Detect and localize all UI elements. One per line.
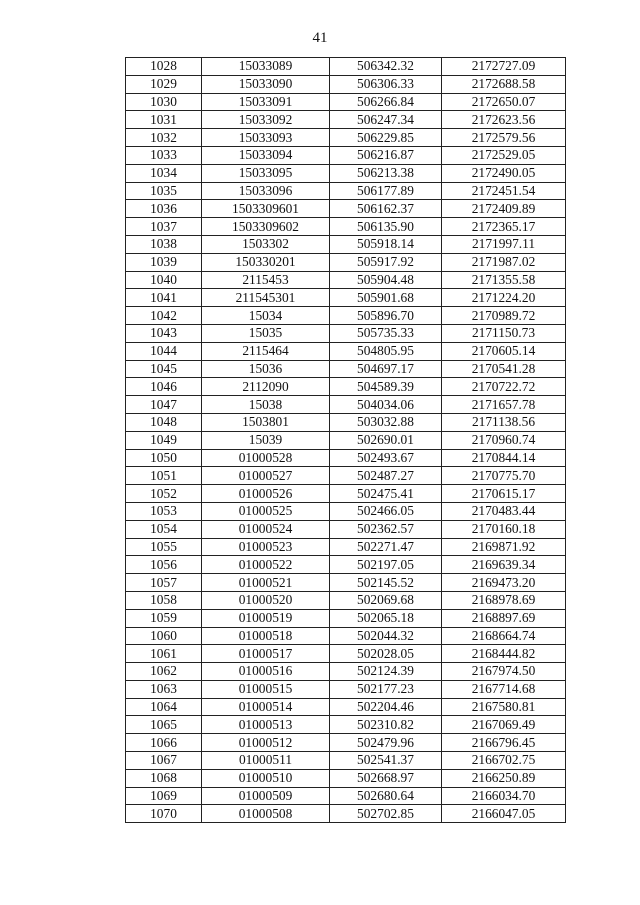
- x-coordinate-cell: 505918.14: [330, 235, 442, 253]
- coordinates-table: [125, 57, 566, 823]
- row-index-cell: 1036: [126, 200, 202, 218]
- x-coordinate-cell: 506247.34: [330, 111, 442, 129]
- table-row: [126, 698, 566, 716]
- y-coordinate-cell: 2167714.68: [442, 680, 566, 698]
- row-index-cell: 1039: [126, 253, 202, 271]
- table-row: [126, 485, 566, 503]
- row-index-cell: 1054: [126, 520, 202, 538]
- point-id-cell: 15033091: [202, 93, 330, 111]
- point-id-cell: 01000527: [202, 467, 330, 485]
- row-index-cell: 1050: [126, 449, 202, 467]
- row-index-cell: 1063: [126, 680, 202, 698]
- row-index-cell: 1046: [126, 378, 202, 396]
- row-index-cell: 1040: [126, 271, 202, 289]
- y-coordinate-cell: 2168444.82: [442, 645, 566, 663]
- point-id-cell: 01000524: [202, 520, 330, 538]
- table-row: [126, 413, 566, 431]
- table-row: [126, 556, 566, 574]
- y-coordinate-cell: 2166796.45: [442, 734, 566, 752]
- point-id-cell: 01000509: [202, 787, 330, 805]
- x-coordinate-cell: 506135.90: [330, 218, 442, 236]
- row-index-cell: 1058: [126, 591, 202, 609]
- y-coordinate-cell: 2171355.58: [442, 271, 566, 289]
- x-coordinate-cell: 505917.92: [330, 253, 442, 271]
- row-index-cell: 1059: [126, 609, 202, 627]
- y-coordinate-cell: 2169871.92: [442, 538, 566, 556]
- table-row: [126, 307, 566, 325]
- point-id-cell: 01000516: [202, 663, 330, 681]
- x-coordinate-cell: 502271.47: [330, 538, 442, 556]
- table-row: [126, 129, 566, 147]
- table-row: [126, 520, 566, 538]
- x-coordinate-cell: 502145.52: [330, 574, 442, 592]
- y-coordinate-cell: 2170775.70: [442, 467, 566, 485]
- y-coordinate-cell: 2172529.05: [442, 146, 566, 164]
- row-index-cell: 1031: [126, 111, 202, 129]
- point-id-cell: 01000523: [202, 538, 330, 556]
- x-coordinate-cell: 502069.68: [330, 591, 442, 609]
- y-coordinate-cell: 2171150.73: [442, 324, 566, 342]
- x-coordinate-cell: 503032.88: [330, 413, 442, 431]
- table-row: [126, 627, 566, 645]
- point-id-cell: 150330201: [202, 253, 330, 271]
- point-id-cell: 15033096: [202, 182, 330, 200]
- y-coordinate-cell: 2170615.17: [442, 485, 566, 503]
- y-coordinate-cell: 2172650.07: [442, 93, 566, 111]
- row-index-cell: 1037: [126, 218, 202, 236]
- point-id-cell: 15035: [202, 324, 330, 342]
- table-row: [126, 752, 566, 770]
- table-row: [126, 58, 566, 76]
- y-coordinate-cell: 2168664.74: [442, 627, 566, 645]
- y-coordinate-cell: 2170605.14: [442, 342, 566, 360]
- y-coordinate-cell: 2172365.17: [442, 218, 566, 236]
- point-id-cell: 01000514: [202, 698, 330, 716]
- table-row: [126, 502, 566, 520]
- x-coordinate-cell: 502541.37: [330, 752, 442, 770]
- row-index-cell: 1066: [126, 734, 202, 752]
- table-row: [126, 360, 566, 378]
- row-index-cell: 1070: [126, 805, 202, 823]
- x-coordinate-cell: 502177.23: [330, 680, 442, 698]
- row-index-cell: 1041: [126, 289, 202, 307]
- point-id-cell: 01000513: [202, 716, 330, 734]
- point-id-cell: 01000517: [202, 645, 330, 663]
- table-row: [126, 200, 566, 218]
- x-coordinate-cell: 506229.85: [330, 129, 442, 147]
- point-id-cell: 211545301: [202, 289, 330, 307]
- table-row: [126, 680, 566, 698]
- y-coordinate-cell: 2172579.56: [442, 129, 566, 147]
- table-row: [126, 235, 566, 253]
- y-coordinate-cell: 2170722.72: [442, 378, 566, 396]
- point-id-cell: 01000519: [202, 609, 330, 627]
- point-id-cell: 15033095: [202, 164, 330, 182]
- x-coordinate-cell: 502065.18: [330, 609, 442, 627]
- y-coordinate-cell: 2167974.50: [442, 663, 566, 681]
- y-coordinate-cell: 2171224.20: [442, 289, 566, 307]
- table-row: [126, 805, 566, 823]
- row-index-cell: 1042: [126, 307, 202, 325]
- row-index-cell: 1044: [126, 342, 202, 360]
- table-row: [126, 716, 566, 734]
- table-row: [126, 538, 566, 556]
- point-id-cell: 1503302: [202, 235, 330, 253]
- y-coordinate-cell: 2167580.81: [442, 698, 566, 716]
- point-id-cell: 2112090: [202, 378, 330, 396]
- x-coordinate-cell: 502702.85: [330, 805, 442, 823]
- point-id-cell: 01000508: [202, 805, 330, 823]
- x-coordinate-cell: 506216.87: [330, 146, 442, 164]
- row-index-cell: 1045: [126, 360, 202, 378]
- point-id-cell: 1503309602: [202, 218, 330, 236]
- table-row: [126, 449, 566, 467]
- point-id-cell: 01000520: [202, 591, 330, 609]
- x-coordinate-cell: 506266.84: [330, 93, 442, 111]
- table-row: [126, 378, 566, 396]
- page-number: 41: [312, 30, 328, 46]
- row-index-cell: 1069: [126, 787, 202, 805]
- table-row: [126, 591, 566, 609]
- x-coordinate-cell: 502479.96: [330, 734, 442, 752]
- table-row: [126, 324, 566, 342]
- y-coordinate-cell: 2170844.14: [442, 449, 566, 467]
- point-id-cell: 15034: [202, 307, 330, 325]
- row-index-cell: 1053: [126, 502, 202, 520]
- table-row: [126, 75, 566, 93]
- table-row: [126, 467, 566, 485]
- point-id-cell: 2115464: [202, 342, 330, 360]
- point-id-cell: 15036: [202, 360, 330, 378]
- row-index-cell: 1038: [126, 235, 202, 253]
- y-coordinate-cell: 2170989.72: [442, 307, 566, 325]
- y-coordinate-cell: 2166047.05: [442, 805, 566, 823]
- x-coordinate-cell: 502028.05: [330, 645, 442, 663]
- y-coordinate-cell: 2166702.75: [442, 752, 566, 770]
- table-row: [126, 734, 566, 752]
- x-coordinate-cell: 505904.48: [330, 271, 442, 289]
- row-index-cell: 1029: [126, 75, 202, 93]
- y-coordinate-cell: 2171987.02: [442, 253, 566, 271]
- y-coordinate-cell: 2172623.56: [442, 111, 566, 129]
- point-id-cell: 15033093: [202, 129, 330, 147]
- x-coordinate-cell: 502124.39: [330, 663, 442, 681]
- row-index-cell: 1028: [126, 58, 202, 76]
- point-id-cell: 01000522: [202, 556, 330, 574]
- table-row: [126, 769, 566, 787]
- row-index-cell: 1047: [126, 396, 202, 414]
- y-coordinate-cell: 2169639.34: [442, 556, 566, 574]
- row-index-cell: 1067: [126, 752, 202, 770]
- table-row: [126, 431, 566, 449]
- row-index-cell: 1030: [126, 93, 202, 111]
- row-index-cell: 1055: [126, 538, 202, 556]
- table-row: [126, 663, 566, 681]
- row-index-cell: 1060: [126, 627, 202, 645]
- table-row: [126, 574, 566, 592]
- point-id-cell: 01000525: [202, 502, 330, 520]
- point-id-cell: 15038: [202, 396, 330, 414]
- row-index-cell: 1056: [126, 556, 202, 574]
- y-coordinate-cell: 2169473.20: [442, 574, 566, 592]
- table-row: [126, 289, 566, 307]
- x-coordinate-cell: 504034.06: [330, 396, 442, 414]
- point-id-cell: 2115453: [202, 271, 330, 289]
- table-row: [126, 164, 566, 182]
- x-coordinate-cell: 502680.64: [330, 787, 442, 805]
- x-coordinate-cell: 506162.37: [330, 200, 442, 218]
- table-row: [126, 146, 566, 164]
- point-id-cell: 01000521: [202, 574, 330, 592]
- table-body: [126, 58, 566, 823]
- table-row: [126, 609, 566, 627]
- row-index-cell: 1064: [126, 698, 202, 716]
- point-id-cell: 01000510: [202, 769, 330, 787]
- x-coordinate-cell: 504805.95: [330, 342, 442, 360]
- x-coordinate-cell: 506342.32: [330, 58, 442, 76]
- y-coordinate-cell: 2170541.28: [442, 360, 566, 378]
- point-id-cell: 01000518: [202, 627, 330, 645]
- row-index-cell: 1048: [126, 413, 202, 431]
- table-row: [126, 218, 566, 236]
- y-coordinate-cell: 2172727.09: [442, 58, 566, 76]
- point-id-cell: 01000515: [202, 680, 330, 698]
- row-index-cell: 1062: [126, 663, 202, 681]
- row-index-cell: 1057: [126, 574, 202, 592]
- point-id-cell: 01000526: [202, 485, 330, 503]
- row-index-cell: 1033: [126, 146, 202, 164]
- point-id-cell: 1503309601: [202, 200, 330, 218]
- x-coordinate-cell: 506177.89: [330, 182, 442, 200]
- y-coordinate-cell: 2170160.18: [442, 520, 566, 538]
- table-row: [126, 342, 566, 360]
- table-row: [126, 396, 566, 414]
- table-row: [126, 253, 566, 271]
- point-id-cell: 01000512: [202, 734, 330, 752]
- table-row: [126, 645, 566, 663]
- table-row: [126, 787, 566, 805]
- y-coordinate-cell: 2172409.89: [442, 200, 566, 218]
- x-coordinate-cell: 505901.68: [330, 289, 442, 307]
- y-coordinate-cell: 2171997.11: [442, 235, 566, 253]
- y-coordinate-cell: 2171138.56: [442, 413, 566, 431]
- x-coordinate-cell: 506306.33: [330, 75, 442, 93]
- row-index-cell: 1052: [126, 485, 202, 503]
- row-index-cell: 1068: [126, 769, 202, 787]
- row-index-cell: 1034: [126, 164, 202, 182]
- x-coordinate-cell: 504589.39: [330, 378, 442, 396]
- point-id-cell: 15033090: [202, 75, 330, 93]
- y-coordinate-cell: 2170960.74: [442, 431, 566, 449]
- x-coordinate-cell: 502204.46: [330, 698, 442, 716]
- point-id-cell: 01000528: [202, 449, 330, 467]
- point-id-cell: 15039: [202, 431, 330, 449]
- x-coordinate-cell: 504697.17: [330, 360, 442, 378]
- x-coordinate-cell: 502475.41: [330, 485, 442, 503]
- row-index-cell: 1032: [126, 129, 202, 147]
- x-coordinate-cell: 502362.57: [330, 520, 442, 538]
- table-row: [126, 182, 566, 200]
- table-row: [126, 271, 566, 289]
- table-row: [126, 93, 566, 111]
- row-index-cell: 1035: [126, 182, 202, 200]
- y-coordinate-cell: 2171657.78: [442, 396, 566, 414]
- y-coordinate-cell: 2168978.69: [442, 591, 566, 609]
- x-coordinate-cell: 505735.33: [330, 324, 442, 342]
- x-coordinate-cell: 502690.01: [330, 431, 442, 449]
- x-coordinate-cell: 502487.27: [330, 467, 442, 485]
- row-index-cell: 1043: [126, 324, 202, 342]
- y-coordinate-cell: 2166034.70: [442, 787, 566, 805]
- row-index-cell: 1065: [126, 716, 202, 734]
- x-coordinate-cell: 505896.70: [330, 307, 442, 325]
- row-index-cell: 1061: [126, 645, 202, 663]
- x-coordinate-cell: 502493.67: [330, 449, 442, 467]
- x-coordinate-cell: 502310.82: [330, 716, 442, 734]
- table-row: [126, 111, 566, 129]
- y-coordinate-cell: 2167069.49: [442, 716, 566, 734]
- x-coordinate-cell: 502197.05: [330, 556, 442, 574]
- point-id-cell: 01000511: [202, 752, 330, 770]
- x-coordinate-cell: 506213.38: [330, 164, 442, 182]
- point-id-cell: 1503801: [202, 413, 330, 431]
- row-index-cell: 1049: [126, 431, 202, 449]
- y-coordinate-cell: 2166250.89: [442, 769, 566, 787]
- x-coordinate-cell: 502044.32: [330, 627, 442, 645]
- point-id-cell: 15033089: [202, 58, 330, 76]
- y-coordinate-cell: 2172688.58: [442, 75, 566, 93]
- x-coordinate-cell: 502668.97: [330, 769, 442, 787]
- point-id-cell: 15033094: [202, 146, 330, 164]
- y-coordinate-cell: 2172490.05: [442, 164, 566, 182]
- x-coordinate-cell: 502466.05: [330, 502, 442, 520]
- y-coordinate-cell: 2170483.44: [442, 502, 566, 520]
- y-coordinate-cell: 2168897.69: [442, 609, 566, 627]
- row-index-cell: 1051: [126, 467, 202, 485]
- point-id-cell: 15033092: [202, 111, 330, 129]
- y-coordinate-cell: 2172451.54: [442, 182, 566, 200]
